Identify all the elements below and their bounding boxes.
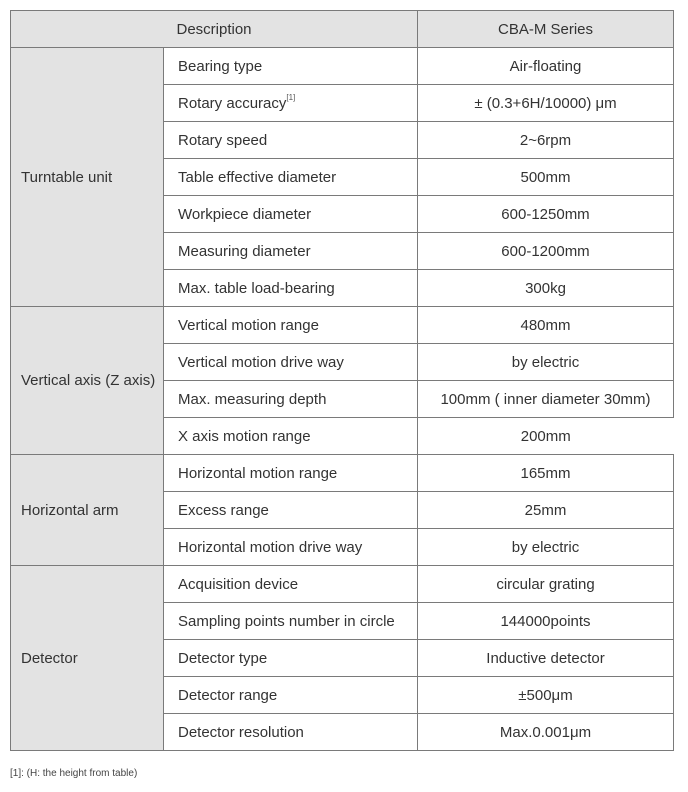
param-value: 300kg [418, 270, 674, 307]
param-label: Measuring diameter [164, 233, 418, 270]
param-label: Rotary speed [164, 122, 418, 159]
param-value: Max.0.001μm [418, 714, 674, 751]
param-label: Table effective diameter [164, 159, 418, 196]
param-value: Inductive detector [418, 640, 674, 677]
param-value: 600-1250mm [418, 196, 674, 233]
param-value: 25mm [418, 492, 674, 529]
footnote-ref: [1] [286, 92, 296, 102]
param-value: 500mm [418, 159, 674, 196]
param-value: by electric [418, 344, 674, 381]
series-header: CBA-M Series [418, 11, 674, 48]
param-label-with-ref [164, 85, 418, 122]
param-label: Sampling points number in circle [164, 603, 418, 640]
param-value: by electric [418, 529, 674, 566]
table-row [11, 566, 674, 603]
param-label: Detector type [164, 640, 418, 677]
header-row [11, 11, 674, 48]
param-label: Horizontal motion range [164, 455, 418, 492]
spec-table [10, 10, 674, 751]
param-label: Detector resolution [164, 714, 418, 751]
table-row [11, 307, 674, 344]
param-value: Air-floating [418, 48, 674, 85]
param-label: Acquisition device [164, 566, 418, 603]
group-vertical-axis: Vertical axis (Z axis) [11, 307, 164, 455]
param-value: 165mm [418, 455, 674, 492]
param-label: Max. measuring depth [164, 381, 418, 418]
param-value: 600-1200mm [418, 233, 674, 270]
group-horizontal-arm: Horizontal arm [11, 455, 164, 566]
param-label: Excess range [164, 492, 418, 529]
param-label: Rotary accuracy [178, 94, 287, 112]
param-value: 200mm [418, 418, 674, 455]
group-detector: Detector [11, 566, 164, 751]
param-value: circular grating [418, 566, 674, 603]
table-row [11, 455, 674, 492]
param-label: Max. table load-bearing [164, 270, 418, 307]
param-label: Vertical motion range [164, 307, 418, 344]
param-value: 2~6rpm [418, 122, 674, 159]
param-value: 144000points [418, 603, 674, 640]
param-value: 100mm ( inner diameter 30mm) [418, 381, 674, 418]
param-label: Horizontal motion drive way [164, 529, 418, 566]
param-value: ±500μm [418, 677, 674, 714]
param-label: Vertical motion drive way [164, 344, 418, 381]
param-value: 480mm [418, 307, 674, 344]
param-label: Workpiece diameter [164, 196, 418, 233]
param-label: Detector range [164, 677, 418, 714]
footnote: [1]: (H: the height from table) [10, 768, 138, 779]
param-label: Bearing type [164, 48, 418, 85]
param-value: ± (0.3+6H/10000) μm [418, 85, 674, 122]
description-header: Description [11, 11, 418, 48]
table-row [11, 48, 674, 85]
group-turntable-unit: Turntable unit [11, 48, 164, 307]
param-label: X axis motion range [164, 418, 418, 455]
